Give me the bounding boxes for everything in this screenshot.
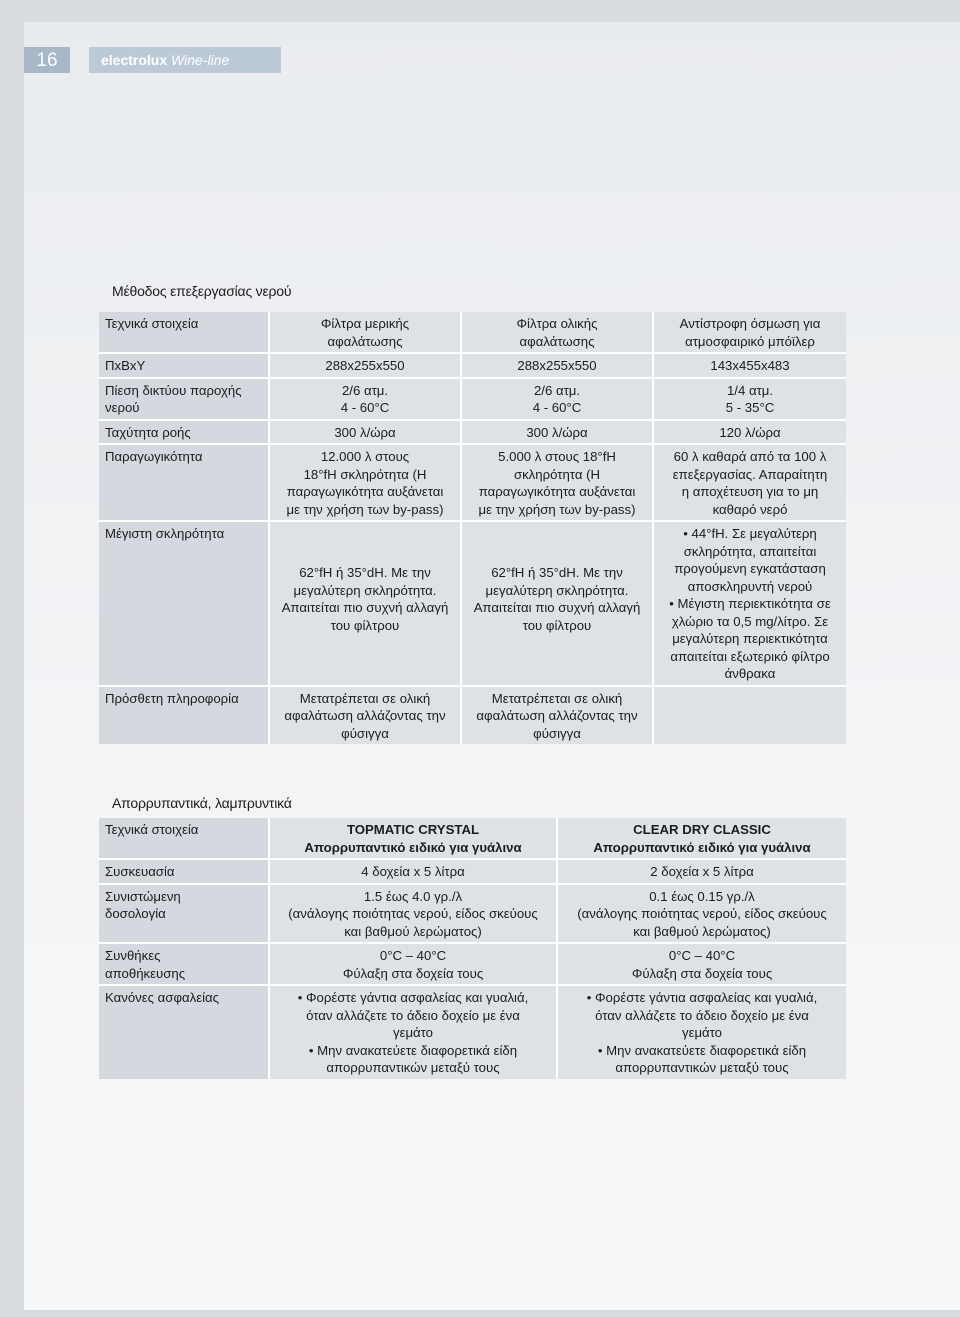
table-cell: 0.1 έως 0.15 γρ./λ (ανάλογης ποιότητας νερού, είδος σκεύους και βαθμού λερώματος) [557, 884, 846, 944]
table-cell [653, 521, 846, 686]
table-cell: 2/6 ατμ. 4 - 60°C [461, 378, 653, 420]
column-header: TOPMATIC CRYSTAL Απορρυπαντικό ειδικό για γυάλινα [269, 818, 557, 859]
product-line: Wine-line [171, 52, 230, 68]
table-cell: 1.5 έως 4.0 γρ./λ (ανάλογης ποιότητας νερού, είδος σκεύους και βαθμού λερώματος) [269, 884, 557, 944]
table-row [99, 353, 846, 378]
table-row [99, 859, 846, 884]
table-cell: 300 λ/ώρα [269, 420, 461, 445]
row-label: Μέγιστη σκληρότητα [99, 521, 269, 686]
bullet-item: • Φορέστε γάντια ασφαλείας και γυαλιά, όταν αλλάζετε το άδειο δοχείο με ένα γεμάτο [274, 989, 552, 1042]
table-row [99, 985, 846, 1079]
bullet-item: • Μην ανακατεύετε διαφορετικά είδη απορρυπαντικών μεταξύ τους [562, 1042, 842, 1077]
row-label: Πίεση δικτύου παροχής νερού [99, 378, 269, 420]
table-header-row [99, 312, 846, 353]
row-label: ΠxΒxΥ [99, 353, 269, 378]
row-label: Συνιστώμενη δοσολογία [99, 884, 269, 944]
bullet-item: • Μην ανακατεύετε διαφορετικά είδη απορρυπαντικών μεταξύ τους [274, 1042, 552, 1077]
table-cell: 1/4 ατμ. 5 - 35°C [653, 378, 846, 420]
row-label: Συνθήκες αποθήκευσης [99, 943, 269, 985]
table-header-row [99, 818, 846, 859]
table-row [99, 444, 846, 521]
row-label: Συσκευασία [99, 859, 269, 884]
detergent-section-title: Απορρυπαντικά, λαμπρυντικά [112, 795, 292, 811]
row-label: Παραγωγικότητα [99, 444, 269, 521]
table-cell: Μετατρέπεται σε ολική αφαλάτωση αλλάζοντας την φύσιγγα [461, 686, 653, 745]
table-cell: 288x255x550 [461, 353, 653, 378]
table-cell [653, 686, 846, 745]
table-cell: 300 λ/ώρα [461, 420, 653, 445]
table-row [99, 884, 846, 944]
column-header: Φίλτρα ολικής αφαλάτωσης [461, 312, 653, 353]
table-row [99, 521, 846, 686]
detergent-table [99, 818, 846, 1079]
row-label: Ταχύτητα ροής [99, 420, 269, 445]
water-treatment-table [99, 312, 846, 744]
table-cell: 0°C – 40°C Φύλαξη στα δοχεία τους [269, 943, 557, 985]
table-cell: 288x255x550 [269, 353, 461, 378]
brand-name: electrolux [101, 52, 168, 68]
bullet-item: • Μέγιστη περιεκτικότητα σε χλώριο τα 0,5 mg/λίτρο. Σε μεγαλύτερη περιεκτικότητα απαιτείται εξωτερικό φίλτρο άνθρακα [658, 595, 842, 683]
table-cell: 62°fH ή 35°dH. Με την μεγαλύτερη σκληρότητα. Απαιτείται πιο συχνή αλλαγή του φίλτρου [461, 521, 653, 686]
table-row [99, 420, 846, 445]
column-header: Τεχνικά στοιχεία [99, 312, 269, 353]
column-header: CLEAR DRY CLASSIC Απορρυπαντικό ειδικό για γυάλινα [557, 818, 846, 859]
table-cell [557, 985, 846, 1079]
brand-header [89, 47, 281, 73]
column-header: Φίλτρα μερικής αφαλάτωσης [269, 312, 461, 353]
table-row [99, 378, 846, 420]
table-cell [269, 985, 557, 1079]
table-cell: Μετατρέπεται σε ολική αφαλάτωση αλλάζοντας την φύσιγγα [269, 686, 461, 745]
table-cell: 12.000 λ στους 18°fH σκληρότητα (Η παραγωγικότητα αυξάνεται με την χρήση των by-pass) [269, 444, 461, 521]
bullet-item: • Φορέστε γάντια ασφαλείας και γυαλιά, όταν αλλάζετε το άδειο δοχείο με ένα γεμάτο [562, 989, 842, 1042]
table-cell: 4 δοχεία x 5 λίτρα [269, 859, 557, 884]
table-cell: 60 λ καθαρά από τα 100 λ επεξεργασίας. Απαραίτητη η αποχέτευση για το μη καθαρό νερό [653, 444, 846, 521]
column-header: Τεχνικά στοιχεία [99, 818, 269, 859]
table-cell: 120 λ/ώρα [653, 420, 846, 445]
water-section-title: Μέθοδος επεξεργασίας νερού [112, 283, 292, 299]
table-cell: 143x455x483 [653, 353, 846, 378]
table-cell: 2 δοχεία x 5 λίτρα [557, 859, 846, 884]
table-cell: 62°fH ή 35°dH. Με την μεγαλύτερη σκληρότητα. Απαιτείται πιο συχνή αλλαγή του φίλτρου [269, 521, 461, 686]
page-number: 16 [24, 47, 70, 73]
table-cell: 5.000 λ στους 18°fH σκληρότητα (Η παραγωγικότητα αυξάνεται με την χρήση των by-pass) [461, 444, 653, 521]
table-row [99, 686, 846, 745]
table-cell: 0°C – 40°C Φύλαξη στα δοχεία τους [557, 943, 846, 985]
column-header: Αντίστροφη όσμωση για ατμοσφαιρικό μπόϊλερ [653, 312, 846, 353]
row-label: Πρόσθετη πληροφορία [99, 686, 269, 745]
row-label: Κανόνες ασφαλείας [99, 985, 269, 1079]
bullet-item: • 44°fH. Σε μεγαλύτερη σκληρότητα, απαιτείται προγούμενη εγκατάσταση αποσκληρυντή νερού [658, 525, 842, 595]
table-row [99, 943, 846, 985]
table-cell: 2/6 ατμ. 4 - 60°C [269, 378, 461, 420]
